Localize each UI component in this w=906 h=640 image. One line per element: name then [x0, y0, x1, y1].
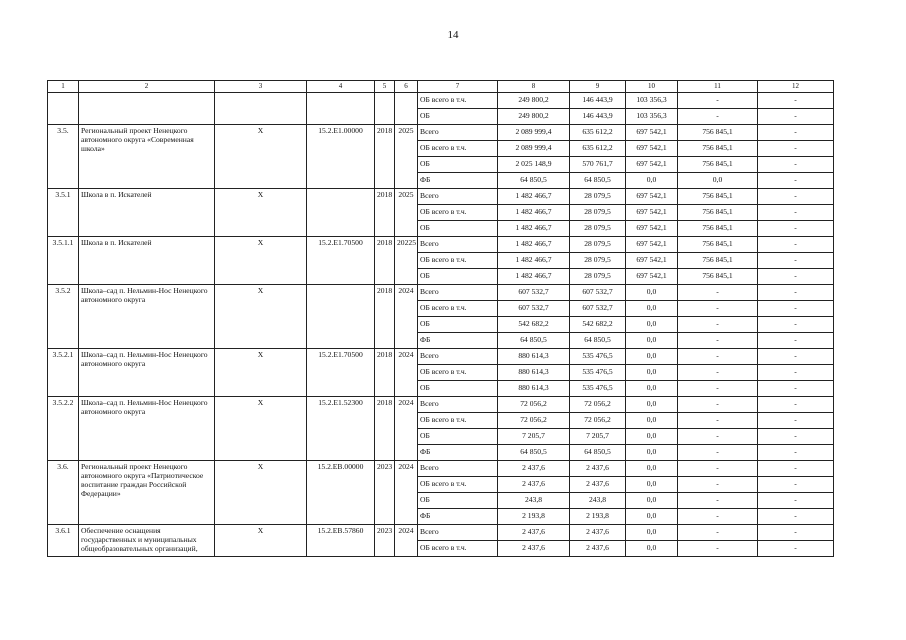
funding-source: Всего [418, 285, 498, 301]
row-start-year: 2023 [375, 525, 395, 557]
row-code: 3.5.2.2 [48, 397, 79, 461]
value-2024: 697 542,1 [626, 237, 678, 253]
column-number: 7 [418, 81, 498, 93]
value-2024: 0,0 [626, 349, 678, 365]
value-2023: 64 850,5 [570, 173, 626, 189]
value-total: 72 056,2 [498, 397, 570, 413]
budget-table [47, 80, 834, 557]
value-2024: 0,0 [626, 365, 678, 381]
row-code: 3.5.2.1 [48, 349, 79, 397]
value-2025: - [678, 381, 758, 397]
value-total: 2 089 999,4 [498, 141, 570, 157]
value-2025: - [678, 93, 758, 109]
column-number: 3 [215, 81, 307, 93]
row-end-year: 2024 [395, 525, 418, 557]
value-total: 607 532,7 [498, 285, 570, 301]
row-kbk: 15.2.ЕВ.00000 [307, 461, 375, 525]
value-2026: - [758, 141, 834, 157]
row-end-year [395, 93, 418, 125]
value-2025: - [678, 493, 758, 509]
row-mark: Х [215, 461, 307, 525]
value-total: 1 482 466,7 [498, 269, 570, 285]
value-2026: - [758, 445, 834, 461]
row-mark: Х [215, 285, 307, 349]
value-2026: - [758, 93, 834, 109]
value-2024: 0,0 [626, 525, 678, 541]
value-2026: - [758, 301, 834, 317]
row-code: 3.5.1.1 [48, 237, 79, 285]
value-2024: 0,0 [626, 445, 678, 461]
value-2024: 0,0 [626, 397, 678, 413]
value-2024: 0,0 [626, 541, 678, 557]
header-row [48, 81, 834, 93]
value-2024: 0,0 [626, 493, 678, 509]
value-2025: - [678, 333, 758, 349]
value-2026: - [758, 221, 834, 237]
value-2025: 756 845,1 [678, 269, 758, 285]
value-2026: - [758, 109, 834, 125]
funding-source: ОБ [418, 157, 498, 173]
value-2026: - [758, 397, 834, 413]
row-start-year: 2018 [375, 189, 395, 237]
row-name: Школа в п. Искателей [79, 237, 215, 285]
value-2024: 0,0 [626, 173, 678, 189]
value-total: 2 437,6 [498, 461, 570, 477]
value-2024: 697 542,1 [626, 205, 678, 221]
funding-source: ФБ [418, 173, 498, 189]
value-total: 64 850,5 [498, 445, 570, 461]
value-2023: 535 476,5 [570, 381, 626, 397]
value-total: 1 482 466,7 [498, 189, 570, 205]
row-name [79, 93, 215, 125]
value-total: 542 682,2 [498, 317, 570, 333]
value-2024: 0,0 [626, 509, 678, 525]
funding-source: Всего [418, 461, 498, 477]
funding-source: Всего [418, 397, 498, 413]
row-name: Региональный проект Ненецкого автономного округа «Современная школа» [79, 125, 215, 189]
value-2026: - [758, 365, 834, 381]
funding-source: Всего [418, 349, 498, 365]
value-2024: 697 542,1 [626, 157, 678, 173]
row-mark [215, 93, 307, 125]
funding-source: ФБ [418, 445, 498, 461]
value-total: 2 193,8 [498, 509, 570, 525]
row-end-year: 2025 [395, 189, 418, 237]
value-total: 72 056,2 [498, 413, 570, 429]
value-2026: - [758, 205, 834, 221]
value-2023: 2 437,6 [570, 477, 626, 493]
value-2025: - [678, 349, 758, 365]
value-2026: - [758, 477, 834, 493]
value-total: 880 614,3 [498, 381, 570, 397]
funding-source: ОБ [418, 429, 498, 445]
value-2025: - [678, 397, 758, 413]
row-kbk: 15.2.Е1.70500 [307, 237, 375, 285]
row-name: Школа–сад п. Нельмин-Нос Ненецкого автономного округа [79, 397, 215, 461]
row-code [48, 93, 79, 125]
value-2023: 2 437,6 [570, 541, 626, 557]
funding-source: ОБ всего в т.ч. [418, 413, 498, 429]
table-row [48, 237, 834, 253]
value-2023: 28 079,5 [570, 205, 626, 221]
value-2025: 756 845,1 [678, 253, 758, 269]
value-2023: 28 079,5 [570, 221, 626, 237]
table-row [48, 285, 834, 301]
funding-source: Всего [418, 125, 498, 141]
value-total: 64 850,5 [498, 333, 570, 349]
table-row [48, 461, 834, 477]
row-start-year: 2018 [375, 349, 395, 397]
funding-source: ОБ [418, 269, 498, 285]
funding-source: ОБ всего в т.ч. [418, 141, 498, 157]
row-start-year: 2023 [375, 461, 395, 525]
value-2024: 0,0 [626, 429, 678, 445]
row-start-year: 2018 [375, 397, 395, 461]
value-2025: - [678, 477, 758, 493]
column-number: 10 [626, 81, 678, 93]
funding-source: Всего [418, 525, 498, 541]
value-2026: - [758, 189, 834, 205]
value-2025: 756 845,1 [678, 125, 758, 141]
value-total: 880 614,3 [498, 349, 570, 365]
value-total: 2 437,6 [498, 477, 570, 493]
value-2023: 535 476,5 [570, 365, 626, 381]
value-total: 1 482 466,7 [498, 253, 570, 269]
value-2023: 570 761,7 [570, 157, 626, 173]
row-kbk [307, 189, 375, 237]
value-2023: 28 079,5 [570, 189, 626, 205]
value-2023: 2 437,6 [570, 525, 626, 541]
column-number: 2 [79, 81, 215, 93]
value-total: 1 482 466,7 [498, 221, 570, 237]
table-body [48, 81, 834, 557]
funding-source: ОБ всего в т.ч. [418, 541, 498, 557]
row-name: Обеспечение оснащения государственных и муниципальных общеобразовательных организаций, [79, 525, 215, 557]
value-2025: - [678, 285, 758, 301]
row-start-year: 2018 [375, 125, 395, 189]
row-mark: Х [215, 189, 307, 237]
value-2024: 697 542,1 [626, 221, 678, 237]
value-2026: - [758, 461, 834, 477]
value-2023: 64 850,5 [570, 445, 626, 461]
value-total: 249 800,2 [498, 109, 570, 125]
value-2026: - [758, 429, 834, 445]
value-2025: - [678, 365, 758, 381]
value-2026: - [758, 381, 834, 397]
value-2025: 756 845,1 [678, 221, 758, 237]
column-number: 12 [758, 81, 834, 93]
value-2025: 756 845,1 [678, 157, 758, 173]
column-number: 1 [48, 81, 79, 93]
funding-source: ОБ всего в т.ч. [418, 301, 498, 317]
row-kbk [307, 93, 375, 125]
value-2024: 0,0 [626, 333, 678, 349]
value-2026: - [758, 125, 834, 141]
funding-source: ОБ [418, 493, 498, 509]
value-2024: 0,0 [626, 413, 678, 429]
value-2023: 64 850,5 [570, 333, 626, 349]
value-2023: 635 612,2 [570, 141, 626, 157]
value-2025: 756 845,1 [678, 189, 758, 205]
value-2025: 0,0 [678, 173, 758, 189]
value-2023: 2 193,8 [570, 509, 626, 525]
table-row [48, 189, 834, 205]
value-2026: - [758, 269, 834, 285]
funding-source: Всего [418, 189, 498, 205]
row-kbk: 15.2.Е1.70500 [307, 349, 375, 397]
value-2024: 697 542,1 [626, 269, 678, 285]
value-2026: - [758, 173, 834, 189]
row-start-year [375, 93, 395, 125]
value-2023: 72 056,2 [570, 413, 626, 429]
funding-source: ОБ всего в т.ч. [418, 253, 498, 269]
row-mark: Х [215, 237, 307, 285]
value-total: 249 800,2 [498, 93, 570, 109]
value-2024: 0,0 [626, 381, 678, 397]
value-2023: 607 532,7 [570, 301, 626, 317]
value-total: 64 850,5 [498, 173, 570, 189]
value-2024: 0,0 [626, 461, 678, 477]
value-2026: - [758, 509, 834, 525]
value-total: 607 532,7 [498, 301, 570, 317]
row-name: Региональный проект Ненецкого автономного округа «Патриотическое воспитание граждан Российской Федерации» [79, 461, 215, 525]
column-number: 5 [375, 81, 395, 93]
value-2025: 756 845,1 [678, 205, 758, 221]
value-2026: - [758, 157, 834, 173]
row-kbk: 15.2.ЕВ.57860 [307, 525, 375, 557]
value-2024: 0,0 [626, 301, 678, 317]
value-2026: - [758, 541, 834, 557]
value-2023: 28 079,5 [570, 253, 626, 269]
value-2023: 146 443,9 [570, 109, 626, 125]
value-total: 7 205,7 [498, 429, 570, 445]
value-2024: 697 542,1 [626, 125, 678, 141]
column-number: 4 [307, 81, 375, 93]
value-2025: - [678, 413, 758, 429]
value-2024: 697 542,1 [626, 253, 678, 269]
value-2024: 103 356,3 [626, 93, 678, 109]
value-total: 1 482 466,7 [498, 237, 570, 253]
funding-source: ОБ [418, 381, 498, 397]
value-total: 2 025 148,9 [498, 157, 570, 173]
value-2026: - [758, 317, 834, 333]
row-mark: Х [215, 125, 307, 189]
value-2023: 146 443,9 [570, 93, 626, 109]
row-end-year: 2024 [395, 349, 418, 397]
value-2024: 697 542,1 [626, 189, 678, 205]
value-2023: 28 079,5 [570, 269, 626, 285]
value-2026: - [758, 253, 834, 269]
row-kbk [307, 285, 375, 349]
value-2023: 28 079,5 [570, 237, 626, 253]
value-2026: - [758, 285, 834, 301]
value-2024: 0,0 [626, 317, 678, 333]
column-number: 9 [570, 81, 626, 93]
value-2025: - [678, 317, 758, 333]
funding-source: ОБ всего в т.ч. [418, 205, 498, 221]
value-2024: 697 542,1 [626, 141, 678, 157]
column-number: 6 [395, 81, 418, 93]
funding-source: ОБ [418, 221, 498, 237]
row-code: 3.5. [48, 125, 79, 189]
funding-source: ОБ [418, 109, 498, 125]
value-2024: 0,0 [626, 285, 678, 301]
value-2023: 535 476,5 [570, 349, 626, 365]
row-name: Школа–сад п. Нельмин-Нос Ненецкого автономного округа [79, 349, 215, 397]
value-total: 1 482 466,7 [498, 205, 570, 221]
row-start-year: 2018 [375, 285, 395, 349]
row-start-year: 2018 [375, 237, 395, 285]
column-number: 11 [678, 81, 758, 93]
table-row [48, 397, 834, 413]
value-2026: - [758, 349, 834, 365]
value-2023: 72 056,2 [570, 397, 626, 413]
row-end-year: 2025 [395, 125, 418, 189]
funding-source: ОБ всего в т.ч. [418, 365, 498, 381]
table-row [48, 525, 834, 541]
table-row [48, 349, 834, 365]
value-2026: - [758, 413, 834, 429]
table-row [48, 93, 834, 109]
value-2026: - [758, 333, 834, 349]
value-2023: 635 612,2 [570, 125, 626, 141]
funding-source: ФБ [418, 333, 498, 349]
value-total: 880 614,3 [498, 365, 570, 381]
value-2026: - [758, 493, 834, 509]
value-2025: - [678, 301, 758, 317]
value-2025: 756 845,1 [678, 141, 758, 157]
value-2023: 542 682,2 [570, 317, 626, 333]
row-end-year: 2024 [395, 285, 418, 349]
row-code: 3.6.1 [48, 525, 79, 557]
value-2024: 103 356,3 [626, 109, 678, 125]
value-2023: 243,8 [570, 493, 626, 509]
row-end-year: 20225 [395, 237, 418, 285]
value-2023: 607 532,7 [570, 285, 626, 301]
funding-source: ОБ всего в т.ч. [418, 477, 498, 493]
page-number: 14 [447, 29, 459, 41]
value-2025: - [678, 541, 758, 557]
row-code: 3.5.2 [48, 285, 79, 349]
row-name: Школа–сад п. Нельмин-Нос Ненецкого автономного округа [79, 285, 215, 349]
table-row [48, 125, 834, 141]
value-2025: - [678, 509, 758, 525]
value-2023: 2 437,6 [570, 461, 626, 477]
funding-source: ОБ всего в т.ч. [418, 93, 498, 109]
value-2025: - [678, 445, 758, 461]
row-name: Школа в п. Искателей [79, 189, 215, 237]
value-total: 2 089 999,4 [498, 125, 570, 141]
value-2025: - [678, 461, 758, 477]
value-2025: 756 845,1 [678, 237, 758, 253]
row-kbk: 15.2.Е1.52300 [307, 397, 375, 461]
value-2025: - [678, 525, 758, 541]
row-mark: Х [215, 349, 307, 397]
value-2026: - [758, 525, 834, 541]
funding-source: ОБ [418, 317, 498, 333]
value-2024: 0,0 [626, 477, 678, 493]
value-total: 2 437,6 [498, 541, 570, 557]
value-total: 243,8 [498, 493, 570, 509]
row-end-year: 2024 [395, 397, 418, 461]
row-kbk: 15.2.Е1.00000 [307, 125, 375, 189]
funding-source: Всего [418, 237, 498, 253]
column-number: 8 [498, 81, 570, 93]
value-2025: - [678, 109, 758, 125]
row-code: 3.5.1 [48, 189, 79, 237]
row-mark: Х [215, 397, 307, 461]
value-2026: - [758, 237, 834, 253]
value-2025: - [678, 429, 758, 445]
funding-source: ФБ [418, 509, 498, 525]
value-total: 2 437,6 [498, 525, 570, 541]
row-end-year: 2024 [395, 461, 418, 525]
row-code: 3.6. [48, 461, 79, 525]
row-mark: Х [215, 525, 307, 557]
value-2023: 7 205,7 [570, 429, 626, 445]
